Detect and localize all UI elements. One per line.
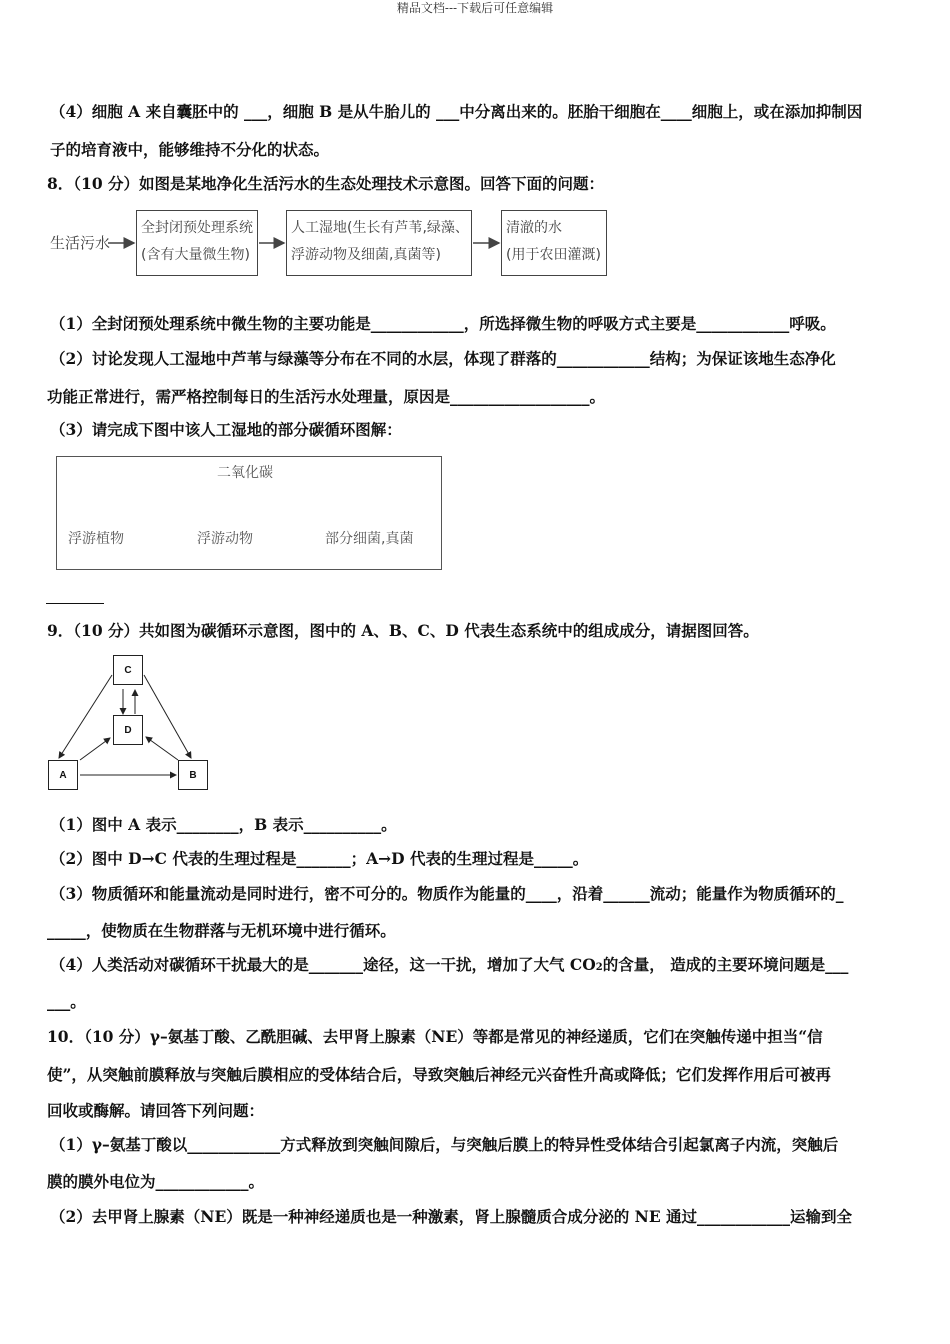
page-header: 精品文档---下载后可任意编辑 [396,1,554,15]
q8-title: 8．（10 分）如图是某地净化生活污水的生态处理技术示意图。回答下面的问题： [47,174,605,193]
q9-part3-line2: _____，使物质在生物群落与无机环境中进行循环。 [47,921,396,940]
q9-part4-pre: （4）人类活动对碳循环干扰最大的是_______途径，这一干扰，增加了大气 CO [50,955,596,974]
q9-part1: （1）图中 A 表示________，B 表示__________。 [50,815,397,834]
q9-part4-sub: 2 [595,962,603,973]
flow-box1-line2: (含有大量微生物) [141,247,250,263]
node-b: B [178,760,208,790]
flow-box2-line2: 浮游动物及细菌,真菌等) [291,247,441,263]
q10-line2: 使”，从突触前膜释放与突触后膜相应的受体结合后，导致突触后神经元兴奋性升高或降低；它们发挥作用后可被再 [47,1065,831,1084]
carbon-animals-label: 浮游动物 [197,531,253,547]
flow-box3-line2: (用于农田灌溉) [506,247,601,263]
q7-line-1: （4）细胞 A 来自囊胚中的 ___，细胞 B 是从牛胎儿的 ___中分离出来的。胚胎干细胞在____细胞上，或在添加抑制因 [50,102,863,121]
carbon-co2-label: 二氧化碳 [217,465,273,481]
q9-part4-line1 [50,955,848,978]
q9-part2: （2）图中 D→C 代表的生理过程是_______；A→D 代表的生理过程是_____。 [50,849,589,868]
q9-part3-line1: （3）物质循环和能量流动是同时进行，密不可分的。物质作为能量的____，沿着______流动；能量作为物质循环的_ [50,884,844,903]
q9-part4-line2: ___。 [47,992,86,1011]
flow-box3-line1: 清澈的水 [506,220,562,236]
q9-title: 9．（10 分）共如图为碳循环示意图，图中的 A、B、C、D 代表生态系统中的组成成分，请据图回答。 [47,621,759,640]
q9-part4-post: 的含量， 造成的主要环境问题是___ [602,955,849,974]
q10-part1-line1: （1）γ–氨基丁酸以____________方式释放到突触间隙后，与突触后膜上的特异性受体结合引起氯离子内流，突触后 [50,1135,839,1154]
q8-part2-line1: （2）讨论发现人工湿地中芦苇与绿藻等分布在不同的水层，体现了群落的____________结构；为保证该地生态净化 [50,349,836,368]
q8-part1: （1）全封闭预处理系统中微生物的主要功能是____________，所选择微生物的呼吸方式主要是____________呼吸。 [50,314,836,333]
q10-line3: 回收或酶解。请回答下列问题： [47,1101,265,1120]
q10-part2: （2）去甲肾上腺素（NE）既是一种神经递质也是一种激素，肾上腺髓质合成分泌的 NE 通过____________运输到全 [50,1207,853,1226]
q8-part2-line2: 功能正常进行，需严格控制每日的生活污水处理量，原因是__________________。 [47,387,606,406]
node-a: A [48,760,78,790]
q7-line-2: 子的培育液中，能够维持不分化的状态。 [50,140,330,159]
node-d: D [113,715,143,745]
node-c: C [113,655,143,685]
q10-part1-line2: 膜的膜外电位为____________。 [47,1172,265,1191]
q10-line1: 10．（10 分）γ–氨基丁酸、乙酰胆碱、去甲肾上腺素（NE）等都是常见的神经递质，它们在突触传递中担当“信 [47,1027,823,1046]
flow-box1-line1: 全封闭预处理系统 [141,220,253,236]
q8-part3: （3）请完成下图中该人工湿地的部分碳循环图解： [50,420,402,439]
flow-box2-line1: 人工湿地(生长有芦苇,绿藻、 [291,220,469,236]
carbon-microbes-label: 部分细菌,真菌 [325,531,414,547]
carbon-plants-label: 浮游植物 [68,531,124,547]
flow-start-label: 生活污水 [50,234,111,252]
